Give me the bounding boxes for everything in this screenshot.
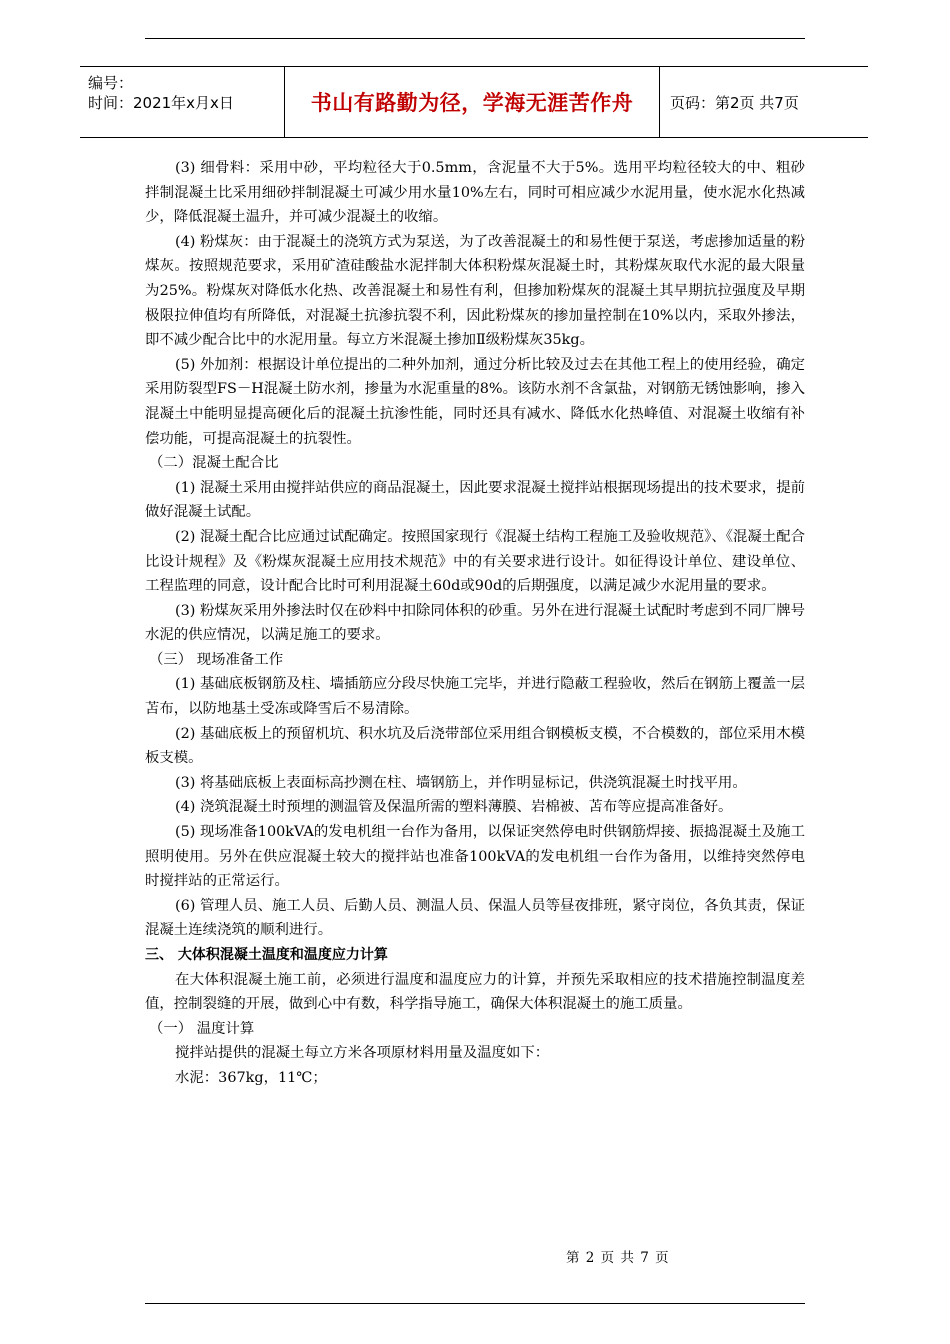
body-paragraph: (1) 基础底板钢筋及柱、墙插筋应分段尽快施工完毕，并进行隐蔽工程验收，然后在钢筋上覆盖一层苫布，以防地基土受冻或降雪后不易清除。 (145, 676, 805, 718)
subsection-heading: （一） 温度计算 (149, 1020, 255, 1037)
body-paragraph: (5) 外加剂：根据设计单位提出的二种外加剂，通过分析比较及过去在其他工程上的使用经验，确定采用防裂型FS－H混凝土防水剂，掺量为水泥重量的8%。该防水剂不含氯盐，对钢筋无锈蚀影响，掺入混凝土中能明显提高硬化后的混凝土抗渗性能，同时还具有减水、降低水化热峰值、对混凝土收缩有补偿功能，可提高混凝土的抗裂性。 (145, 356, 805, 447)
body-paragraph: (5) 现场准备100kVA的发电机组一台作为备用，以保证突然停电时供钢筋焊接、振捣混凝土及施工照明使用。另外在供应混凝土较大的搅拌站也准备100kVA的发电机组一台作为备用，以维持突然停电时搅拌站的正常运行。 (145, 824, 805, 890)
section-heading: 三、 大体积混凝土温度和温度应力计算 (145, 947, 388, 963)
header-meta (80, 67, 285, 137)
body-paragraph: (6) 管理人员、施工人员、后勤人员、测温人员、保温人员等昼夜排班，紧守岗位，各负其责，保证混凝土连续浇筑的顺利进行。 (145, 897, 805, 939)
header-motto: 书山有路勤为径，学海无涯苦作舟 (285, 67, 660, 137)
document-time-label: 时间：2021年x月x日 (88, 94, 234, 112)
body-paragraph: 在大体积混凝土施工前，必须进行温度和温度应力的计算，并预先采取相应的技术措施控制温度差值，控制裂缝的开展，做到心中有数，科学指导施工，确保大体积混凝土的施工质量。 (145, 971, 805, 1013)
body-paragraph: (4) 浇筑混凝土时预埋的测温管及保温所需的塑料薄膜、岩棉被、苫布等应提高准备好。 (175, 799, 733, 816)
subsection-heading: （三） 现场准备工作 (149, 651, 284, 668)
body-paragraph: (3) 将基础底板上表面标高抄测在柱、墙钢筋上，并作明显标记，供浇筑混凝土时找平用。 (175, 774, 747, 791)
document-body (145, 156, 805, 1091)
bottom-rule (145, 1303, 805, 1304)
body-paragraph: (4) 粉煤灰：由于混凝土的浇筑方式为泵送，为了改善混凝土的和易性便于泵送，考虑掺加适量的粉煤灰。按照规范要求，采用矿渣硅酸盐水泥拌制大体积粉煤灰混凝土时，其粉煤灰取代水泥的最大限量为25%。粉煤灰对降低水化热、改善混凝土和易性有利，但掺加粉煤灰的混凝土其早期抗拉强度及早期极限拉伸值均有所降低，对混凝土抗渗抗裂不利，因此粉煤灰的掺加量控制在10%以内，采取外掺法，即不减少配合比中的水泥用量。每立方米混凝土掺加Ⅱ级粉煤灰35kg。 (145, 233, 805, 349)
top-rule (145, 38, 805, 39)
page-header (80, 66, 868, 138)
document-number-label: 编号： (88, 74, 134, 92)
body-paragraph: (3) 细骨料：采用中砂，平均粒径大于0.5mm，含泥量不大于5%。选用平均粒径较大的中、粗砂拌制混凝土比采用细砂拌制混凝土可减少用水量10%左右，同时可相应减少水泥用量，使水泥水化热减少，降低混凝土温升，并可减少混凝土的收缩。 (145, 160, 805, 226)
body-paragraph: (2) 混凝土配合比应通过试配确定。按照国家现行《混凝土结构工程施工及验收规范》、《混凝土配合比设计规程》及《粉煤灰混凝土应用技术规范》中的有关要求进行设计。如征得设计单位、建设单位、工程监理的同意，设计配合比时可利用混凝土60d或90d的后期强度，以满足减少水泥用量的要求。 (145, 528, 805, 595)
body-paragraph: 搅拌站提供的混凝土每立方米各项原材料用量及温度如下： (175, 1045, 550, 1062)
body-paragraph: (3) 粉煤灰采用外掺法时仅在砂料中扣除同体积的砂重。另外在进行混凝土试配时考虑到不同厂牌号水泥的供应情况，以满足施工的要求。 (145, 602, 805, 644)
body-paragraph: 水泥：367kg，11℃； (175, 1069, 327, 1086)
header-page-info: 页码：第2页 共7页 (670, 93, 799, 112)
body-paragraph: (2) 基础底板上的预留机坑、积水坑及后浇带部位采用组合钢模板支模，不合模数的，部位采用木模板支模。 (145, 725, 805, 767)
body-paragraph: (1) 混凝土采用由搅拌站供应的商品混凝土，因此要求混凝土搅拌站根据现场提出的技术要求，提前做好混凝土试配。 (145, 479, 805, 521)
page-footer: 第 2 页 共 7 页 (566, 1250, 670, 1266)
subsection-heading: （二）混凝土配合比 (149, 455, 279, 472)
